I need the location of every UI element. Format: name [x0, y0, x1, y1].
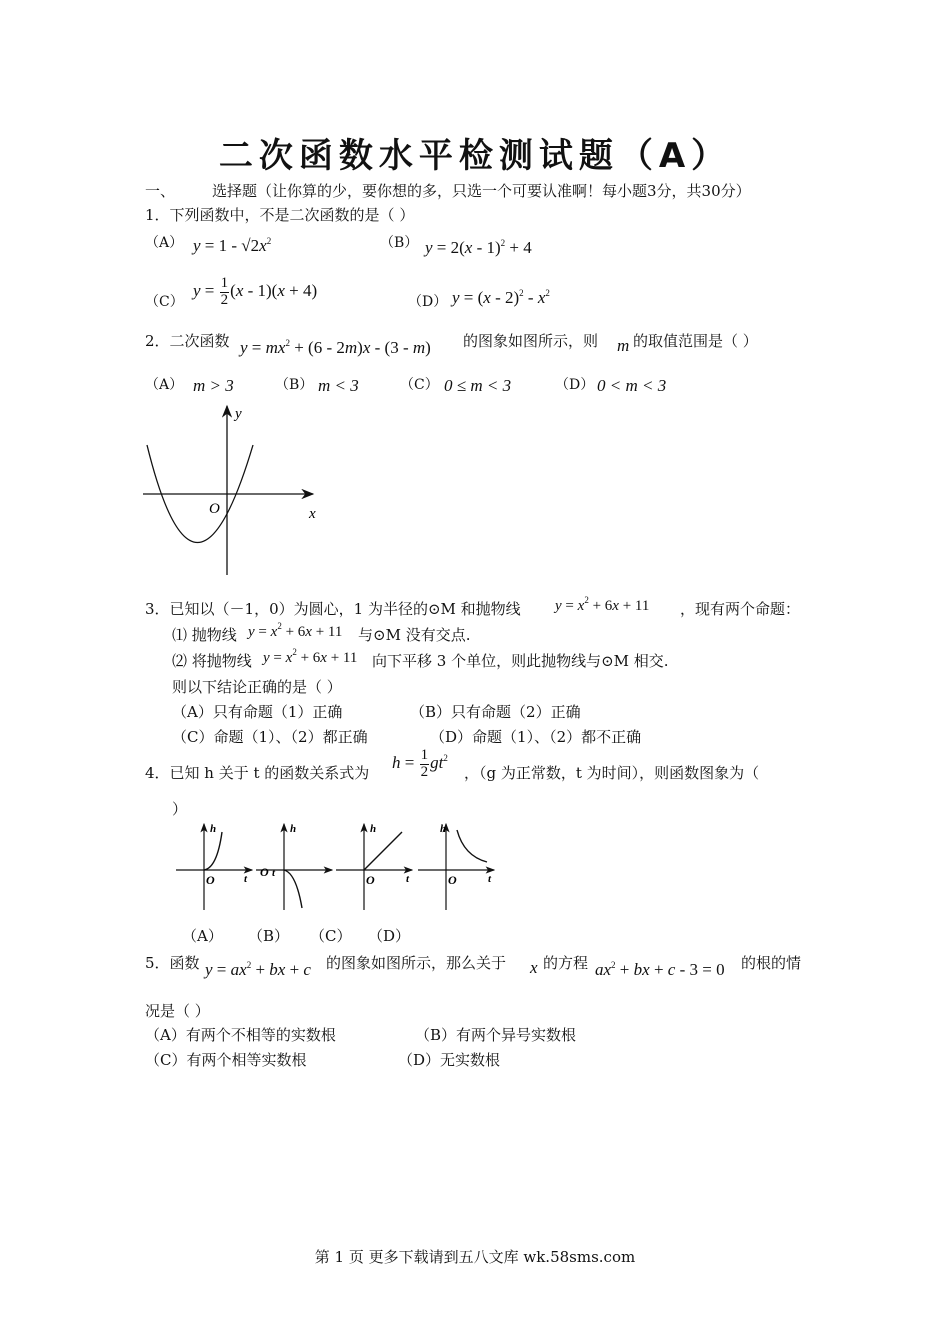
q4-option-b: （B） [248, 927, 290, 945]
q2-option-d-label: （D） [555, 377, 595, 393]
y-axis-label: y [235, 406, 242, 422]
q3-formula-2: $y = x^2 + 6x + 11$ [248, 621, 343, 640]
q2-option-a-label: （A） [145, 377, 184, 393]
q4-b-h-label: h [290, 823, 297, 835]
q1-option-c-formula: y = $\frac{1}{2}$ (x - 1)(x + 4) [193, 275, 318, 308]
q4-stem-post: ，（g 为正常数，t 为时间），则函数图象为（ [464, 764, 760, 782]
q3-option-c: （C）命题（1）、（2）都正确 [172, 728, 368, 746]
q4-d-t-label: t [488, 873, 492, 885]
q4-graph-c [336, 823, 412, 910]
q2-option-d-formula: 0 < m < 3 [597, 376, 667, 395]
q4-a-h-label: h [210, 823, 217, 835]
q2-option-b-formula: m < 3 [318, 376, 359, 395]
q3-prop1-pre: ⑴ 抛物线 [172, 626, 237, 644]
q4-stem-pre: 4．已知 h 关于 t 的函数关系式为 [145, 764, 370, 782]
page-footer: 第 1 页 更多下载请到五八文库 wk.58sms.com [314, 1248, 636, 1266]
q1-option-a-label: （A） [145, 235, 184, 251]
q5-stem-mid: 的图象如图所示，那么关于 [326, 954, 507, 972]
q2-formula: $y = mx^2 + (6 - 2m)x - (3 - m)$ [240, 338, 431, 357]
q4-b-origin-label: O [260, 865, 269, 879]
q4-graph-d [418, 823, 494, 910]
q4-option-a: （A） [182, 927, 223, 945]
q4-formula: h = $\frac{1}{2}$ $gt^2$ [392, 747, 448, 780]
q4-graph-a [176, 823, 252, 910]
q1-option-a-formula: $y = 1 - √2x^2$ [193, 236, 272, 255]
q4-c-h-label: h [370, 823, 377, 835]
q4-a-origin-label: O [206, 873, 215, 887]
q2-parabola-graph [135, 400, 325, 580]
q5-formula-1: $y = ax^2$ + bx + c [205, 960, 311, 979]
q1-option-b-formula: y = 2(x - 1)$^2$ + 4 [425, 238, 532, 257]
q4-c-origin-label: O [366, 873, 375, 887]
q3-prop1-post: 与⊙M 没有交点. [358, 626, 471, 644]
q2-option-c-label: （C） [400, 377, 439, 393]
q4-stem-close: ） [172, 800, 188, 818]
origin-label: O [209, 501, 220, 517]
q3-option-a: （A）只有命题（1）正确 [172, 703, 343, 721]
q4-d-h-label: h [440, 823, 447, 835]
q3-formula-1: $y = x^2 + 6x + 11$ [555, 595, 650, 614]
q2-stem-end: 的取值范围是（ ） [633, 332, 758, 350]
q5-option-c: （C）有两个相等实数根 [145, 1051, 307, 1069]
q5-option-a: （A）有两个不相等的实数根 [145, 1026, 336, 1044]
q5-stem-end: 的根的情 [741, 954, 802, 972]
q1-option-d-label: （D） [408, 294, 448, 310]
q4-graphs [172, 818, 502, 913]
page-title: 二次函数水平检测试题（A） [218, 136, 732, 176]
section-number: 一、 [145, 182, 176, 200]
q3-option-b: （B）只有命题（2）正确 [410, 703, 581, 721]
q3-prop2-pre: ⑵ 将抛物线 [172, 652, 252, 670]
q3-conclusion: 则以下结论正确的是（ ） [172, 678, 342, 696]
q1-stem: 1．下列函数中，不是二次函数的是（ ） [145, 206, 415, 224]
q5-stem-cont: 况是（ ） [145, 1002, 210, 1020]
section-heading: 选择题（让你算的少，要你想的多，只选一个可要认准啊！每小题3分，共30分） [212, 182, 751, 200]
q5-formula-2: $ax^2$ + bx + c - 3 = 0 [595, 960, 725, 979]
q4-option-d: （D） [368, 927, 411, 945]
x-axis-label: x [309, 506, 316, 522]
q1-option-c-label: （C） [145, 294, 184, 310]
q5-option-b: （B）有两个异号实数根 [415, 1026, 577, 1044]
q2-stem-pre: 2．二次函数 [145, 332, 230, 350]
q4-d-origin-label: O [448, 873, 457, 887]
q5-stem-mid2: 的方程 [543, 954, 589, 972]
q2-option-b-label: （B） [275, 377, 314, 393]
q5-option-d: （D）无实数根 [398, 1051, 501, 1069]
q5-stem-pre: 5．函数 [145, 954, 200, 972]
q4-b-t-label: t [272, 867, 276, 879]
q4-option-c: （C） [310, 927, 352, 945]
q3-stem-post: ，现有两个命题： [680, 600, 801, 618]
q3-option-d: （D）命题（1）、（2）都不正确 [430, 728, 642, 746]
q4-c-t-label: t [406, 873, 410, 885]
q4-a-t-label: t [244, 873, 248, 885]
q2-option-c-formula: 0 ≤ m < 3 [444, 376, 512, 395]
q3-formula-3: $y = x^2 + 6x + 11$ [263, 647, 358, 666]
q2-option-a-formula: m > 3 [193, 376, 234, 395]
q3-prop2-post: 向下平移 3 个单位，则此抛物线与⊙M 相交. [372, 652, 669, 670]
q4-graph-b [256, 823, 332, 910]
q2-stem-post: 的图象如图所示，则 [463, 332, 599, 350]
q2-stem-var: m [617, 336, 630, 355]
q1-option-d-formula: $y = (x - 2)^2 - x^2$ [452, 288, 550, 307]
q3-stem-pre: 3．已知以（－1，0）为圆心，1 为半径的⊙M 和抛物线 [145, 600, 521, 618]
q5-stem-var: x [530, 958, 538, 977]
q1-option-b-label: （B） [380, 235, 419, 251]
